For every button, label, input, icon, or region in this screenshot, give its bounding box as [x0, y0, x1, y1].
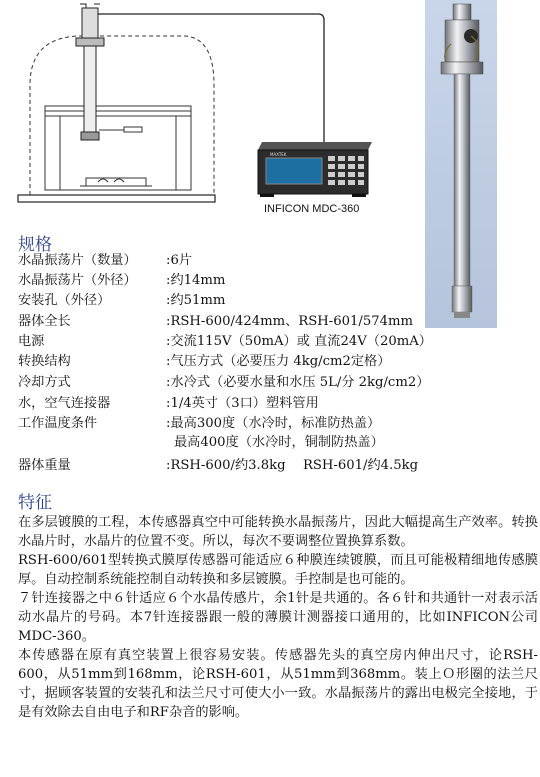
spec-label: 水晶振荡片（外径）	[18, 273, 137, 288]
spec-value: :交流115V（50mA）或 直流24V（20mA）	[166, 334, 432, 349]
sensor-tube	[84, 46, 96, 132]
evaporation-source	[86, 178, 146, 186]
sensor-head-outside	[82, 8, 98, 38]
spec-value: :1/4英寸（3口）塑料管用	[166, 396, 319, 411]
features-body	[18, 513, 538, 722]
feature-paragraph: RSH-600/601型转换式膜厚传感器可能适应６种膜连续镀膜，而且可能极精细地传感膜厚。自动控制系统能控制自动转换和多层镀膜。手控制是也可能的。	[18, 553, 538, 587]
spec-label: 工作温度条件	[18, 416, 98, 431]
spec-label: 电源	[18, 334, 45, 349]
spec-value: :气压方式（必要压力 4kg/cm2定格）	[166, 354, 391, 369]
sensor-cable	[98, 14, 324, 145]
controller-display	[266, 158, 322, 184]
controller-brand: MAXTEK	[270, 152, 287, 157]
sensor-photo	[425, 0, 497, 328]
chamber-frame	[45, 106, 191, 190]
spec-label: 安装孔（外径）	[18, 293, 111, 308]
tube	[454, 74, 470, 286]
feature-paragraph: ７针连接器之中６针适应６个水晶传感片，余1针是共通的。各６针和共通针一对表示活动水晶片的号码。本7针连接器跟一般的薄膜计测器接口通用的，比如INFICON公司MDC-360。	[18, 591, 538, 644]
base-plate	[18, 195, 215, 202]
features-title: 特征	[18, 493, 52, 513]
spec-label: 冷却方式	[18, 375, 71, 390]
spec-value: :约14mm	[166, 273, 226, 288]
spec-value: :RSH-600/424mm、RSH-601/574mm	[166, 314, 414, 329]
spec-label: 水晶振荡片（数量）	[18, 253, 137, 268]
spec-value: :水冷式（必要水量和水压 5L/分 2kg/cm2）	[166, 375, 430, 390]
spec-label: 器体重量	[18, 458, 71, 473]
spec-value: :RSH-600/约3.8kg RSH-601/约4.5kg	[166, 458, 419, 473]
spec-label: 器体全长	[18, 314, 71, 329]
sensor-flange	[76, 38, 104, 46]
flange	[441, 62, 483, 74]
spec-label: 水，空气连接器	[18, 396, 111, 411]
spec-label: 转换结构	[18, 354, 71, 369]
sensor-head	[453, 4, 471, 20]
spec-title: 规格	[18, 235, 52, 255]
feature-paragraph: 在多层镀膜的工程，本传感器真空中可能转换水晶振荡片，因此大幅提高生产效率。转换水晶片时，水晶片的位置不变。所以，每次不要调整位置换算系数。	[18, 515, 538, 549]
spec-value-line2: 最高400度（水冷时，铜制防热盖）	[174, 435, 384, 450]
spec-value: :约51mm	[166, 293, 226, 308]
spec-value: :6片	[166, 253, 193, 268]
sensor-installation-diagram	[0, 0, 400, 225]
sensor-tip	[452, 286, 472, 312]
controller-caption: INFICON MDC-360	[264, 203, 360, 215]
feature-paragraph: 本传感器在原有真空装置上很容易安装。传感器先头的真空房内伸出尺寸，论RSH-600，从51mm到168mm，论RSH-601，从51mm到368mm。装上Ｏ形圈的法兰尺寸，据顾客装置的安装孔和法兰尺寸可使大小一致。水晶振荡片的露出电极完全接地，于是有效除去自由电子和RF杂音的影响。	[18, 648, 538, 720]
controller-unit	[258, 142, 372, 197]
spec-value: :最高300度（水冷时，标准防热盖）	[166, 416, 381, 431]
